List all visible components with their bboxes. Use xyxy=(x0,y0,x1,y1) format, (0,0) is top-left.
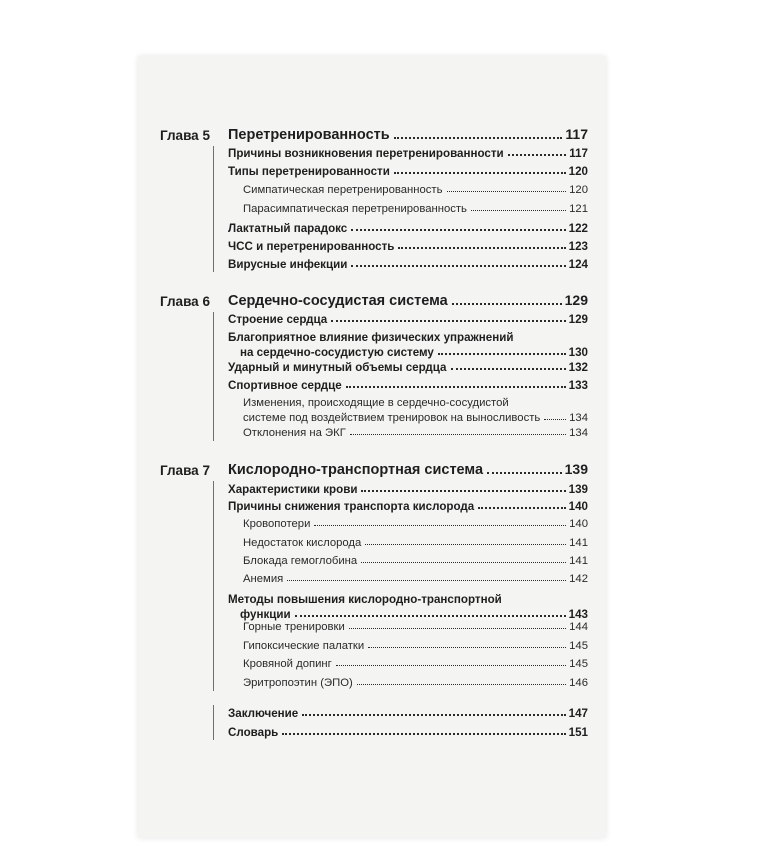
dot-leader xyxy=(508,153,567,156)
entry-title: Изменения, происходящие в сердечно-сосудистой xyxy=(243,397,509,409)
page-number: 134 xyxy=(569,412,588,424)
dot-leader xyxy=(314,524,566,526)
toc-entry[interactable] xyxy=(228,222,588,235)
entry-title: Методы повышения кислородно-транспортной xyxy=(228,593,502,606)
dot-leader xyxy=(302,713,565,716)
chapter-heading[interactable] xyxy=(228,292,588,309)
page-number: 122 xyxy=(568,222,588,235)
toc-entry[interactable] xyxy=(243,555,588,567)
toc-entry[interactable] xyxy=(228,361,588,374)
toc-entry[interactable] xyxy=(228,379,588,392)
toc-entry[interactable] xyxy=(228,313,588,326)
entry-title: Кровяной допинг xyxy=(243,658,332,670)
page-number: 117 xyxy=(569,147,588,160)
toc-entry[interactable] xyxy=(243,658,588,670)
chapter-label xyxy=(160,128,226,143)
chapter-divider-line xyxy=(213,146,214,272)
page-number: 134 xyxy=(569,427,588,439)
entry-title: Строение сердца xyxy=(228,313,328,326)
entry-title: Заключение xyxy=(228,707,299,720)
chapter-title: Сердечно-сосудистая система xyxy=(228,293,448,309)
dot-leader xyxy=(447,190,567,192)
toc-entry[interactable] xyxy=(228,483,588,496)
page-number: 139 xyxy=(564,461,588,477)
page-number: 140 xyxy=(568,500,588,513)
page-number: 147 xyxy=(568,707,588,720)
toc-entry[interactable] xyxy=(243,621,588,633)
dot-leader xyxy=(471,209,566,211)
page-number: 143 xyxy=(568,608,588,621)
entry-title: Кровопотери xyxy=(243,518,311,530)
entry-title: Причины возникновения перетренированности xyxy=(228,147,504,160)
dot-leader xyxy=(398,246,565,249)
entry-title: Блокада гемоглобина xyxy=(243,555,358,567)
toc-entry[interactable] xyxy=(243,427,588,439)
page-number: 130 xyxy=(568,346,588,359)
entry-title: Гипоксические палатки xyxy=(243,640,365,652)
entry-title: Недостаток кислорода xyxy=(243,537,362,549)
dot-leader xyxy=(351,228,565,231)
entry-title: ЧСС и перетренированность xyxy=(228,240,395,253)
chapter-label xyxy=(160,463,226,478)
toc-entry[interactable] xyxy=(243,640,588,652)
dot-leader xyxy=(451,367,566,370)
page-number: 142 xyxy=(569,573,588,585)
chapter-title: Перетренированность xyxy=(228,127,390,143)
entry-title-continued: функции xyxy=(240,608,291,621)
chapter-label xyxy=(160,294,226,309)
page-number: 144 xyxy=(569,621,588,633)
page-number: 145 xyxy=(569,640,588,652)
dot-leader xyxy=(336,664,566,666)
chapter-number: Глава 5 xyxy=(160,128,210,143)
dot-leader xyxy=(365,543,566,545)
toc-entry-line1 xyxy=(228,331,514,344)
toc-entry[interactable] xyxy=(228,240,588,253)
page-number: 132 xyxy=(568,361,588,374)
toc-entry[interactable] xyxy=(243,537,588,549)
dot-leader xyxy=(361,489,565,492)
entry-title: Вирусные инфекции xyxy=(228,258,348,271)
dot-leader xyxy=(544,418,566,420)
page-number: 123 xyxy=(568,240,588,253)
toc-entry[interactable] xyxy=(243,203,588,215)
dot-leader xyxy=(394,171,566,174)
dot-leader xyxy=(295,614,566,617)
toc-entry[interactable] xyxy=(228,258,588,271)
chapter-divider-line xyxy=(213,481,214,691)
entry-title: Типы перетренированности xyxy=(228,165,390,178)
dot-leader xyxy=(368,646,566,648)
toc-entry[interactable] xyxy=(228,726,588,739)
entry-title: Характеристики крови xyxy=(228,483,358,496)
dot-leader xyxy=(357,683,566,685)
toc-entry[interactable] xyxy=(228,707,588,720)
entry-title: Симпатическая перетренированность xyxy=(243,184,443,196)
chapter-number: Глава 7 xyxy=(160,463,210,478)
dot-leader xyxy=(478,506,565,509)
page-number: 121 xyxy=(569,203,588,215)
chapter-heading[interactable] xyxy=(228,126,588,143)
chapter-number: Глава 6 xyxy=(160,294,210,309)
page-number: 151 xyxy=(568,726,588,739)
entry-title: Благоприятное влияние физических упражнений xyxy=(228,331,514,344)
dot-leader xyxy=(438,352,566,355)
page-number: 124 xyxy=(568,258,588,271)
entry-title: Эритропоэтин (ЭПО) xyxy=(243,677,353,689)
page-number: 146 xyxy=(569,677,588,689)
entry-title: Ударный и минутный объемы сердца xyxy=(228,361,447,374)
toc-entry[interactable] xyxy=(228,147,588,160)
entry-title: Отклонения на ЭКГ xyxy=(243,427,346,439)
entry-title: Парасимпатическая перетренированность xyxy=(243,203,467,215)
page-number: 139 xyxy=(568,483,588,496)
entry-title: Анемия xyxy=(243,573,284,585)
entry-title-continued: на сердечно-сосудистую систему xyxy=(240,346,434,359)
page-number: 117 xyxy=(565,126,588,142)
toc-entry[interactable] xyxy=(228,500,588,513)
entry-title: Лактатный парадокс xyxy=(228,222,348,235)
toc-entry[interactable] xyxy=(240,346,588,359)
chapter-heading[interactable] xyxy=(228,461,588,478)
toc-entry[interactable] xyxy=(243,573,588,585)
page-number: 133 xyxy=(568,379,588,392)
dot-leader xyxy=(394,136,563,139)
page-number: 120 xyxy=(569,184,588,196)
page-number: 145 xyxy=(569,658,588,670)
toc-entry[interactable] xyxy=(243,412,588,424)
toc-entry[interactable] xyxy=(240,608,588,621)
dot-leader xyxy=(361,561,566,563)
toc-entry[interactable] xyxy=(243,184,588,196)
page-number: 140 xyxy=(569,518,588,530)
end-divider-line xyxy=(213,705,214,740)
page-number: 129 xyxy=(568,313,588,326)
dot-leader xyxy=(350,433,566,435)
page-number: 120 xyxy=(568,165,588,178)
dot-leader xyxy=(351,264,565,267)
toc-entry-line1 xyxy=(243,397,509,409)
dot-leader xyxy=(287,579,566,581)
page-number: 141 xyxy=(569,537,588,549)
page-number: 129 xyxy=(564,292,588,308)
dot-leader xyxy=(282,732,565,735)
entry-title: Словарь xyxy=(228,726,279,739)
dot-leader xyxy=(349,627,566,629)
toc-entry[interactable] xyxy=(243,518,588,530)
toc-entry-line1 xyxy=(228,593,502,606)
chapter-title: Кислородно-транспортная система xyxy=(228,462,484,478)
dot-leader xyxy=(452,302,562,305)
dot-leader xyxy=(331,319,565,322)
toc-entry[interactable] xyxy=(243,677,588,689)
dot-leader xyxy=(346,385,566,388)
entry-title: Спортивное сердце xyxy=(228,379,342,392)
toc-entry[interactable] xyxy=(228,165,588,178)
page-number: 141 xyxy=(569,555,588,567)
dot-leader xyxy=(487,471,562,474)
entry-title-continued: системе под воздействием тренировок на выносливость xyxy=(243,412,541,424)
entry-title: Причины снижения транспорта кислорода xyxy=(228,500,475,513)
chapter-divider-line xyxy=(213,312,214,441)
entry-title: Горные тренировки xyxy=(243,621,345,633)
